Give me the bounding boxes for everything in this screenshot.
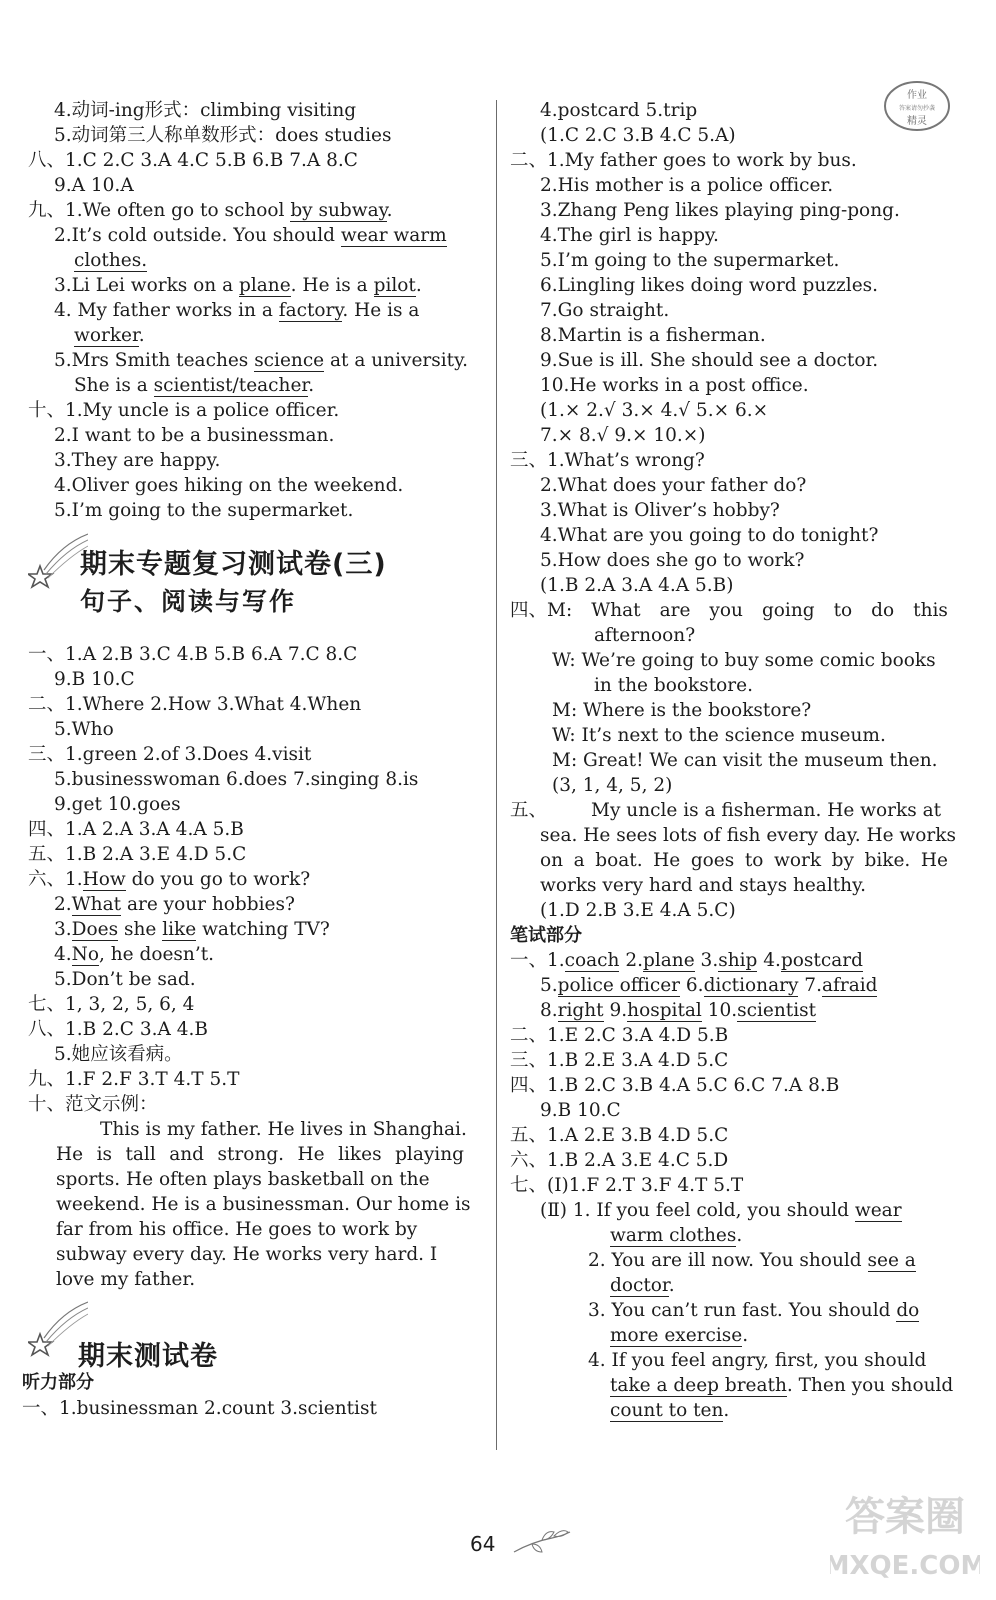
leaf-ornament-icon bbox=[512, 1528, 572, 1558]
answer-line: 5.Who bbox=[54, 719, 114, 740]
text: 9. bbox=[603, 1000, 628, 1021]
underlined-answer: science bbox=[254, 350, 325, 371]
answer-line bbox=[54, 942, 214, 967]
underlined-answer: right bbox=[557, 1000, 604, 1021]
text: 六、1. bbox=[28, 869, 83, 890]
answer-line: 9.B 10.C bbox=[540, 1100, 621, 1121]
underlined-answer: wear warm bbox=[340, 225, 447, 246]
word: strong. bbox=[217, 1144, 285, 1165]
answer-line: 9.get 10.goes bbox=[54, 794, 181, 815]
word: likes bbox=[338, 1144, 382, 1165]
text: . Then you should bbox=[786, 1375, 954, 1396]
text: 3. bbox=[694, 950, 719, 971]
underlined-answer: worker bbox=[74, 325, 139, 346]
underlined-answer: afraid bbox=[821, 975, 878, 996]
text: watching TV? bbox=[196, 919, 330, 940]
underlined-answer: like bbox=[162, 919, 197, 940]
passage-line: sea. He sees lots of fish every day. He works bbox=[540, 825, 956, 846]
answer-line: 4.动词-ing形式：climbing visiting bbox=[54, 100, 357, 121]
answer-line: 三、1.B 2.E 3.A 4.D 5.C bbox=[510, 1050, 729, 1071]
dialogue-line: M: Great! We can visit the museum then. bbox=[552, 750, 938, 771]
underlined-answer: plane bbox=[643, 950, 695, 971]
section-subtitle: 句子、阅读与写作 bbox=[80, 587, 297, 616]
answer-line: 4.postcard 5.trip bbox=[540, 100, 698, 121]
answer-line: 三、1.green 2.of 3.Does 4.visit bbox=[28, 744, 312, 765]
word: and bbox=[169, 1144, 205, 1165]
text: . bbox=[308, 375, 315, 396]
word: is bbox=[96, 1144, 112, 1165]
homework-stamp-logo bbox=[882, 78, 952, 134]
essay-line: subway every day. He works very hard. I bbox=[56, 1244, 438, 1265]
answer-line bbox=[540, 973, 877, 998]
underlined-answer: hospital bbox=[627, 1000, 702, 1021]
answer-line bbox=[510, 948, 863, 973]
underlined-answer: do bbox=[896, 1300, 920, 1321]
answer-line bbox=[54, 273, 422, 298]
answer-line: 五、1.B 2.A 3.E 4.D 5.C bbox=[28, 844, 247, 865]
word: playing bbox=[395, 1144, 464, 1165]
text: She is a bbox=[74, 375, 154, 396]
answer-line: 八、1.C 2.C 3.A 4.C 5.B 6.B 7.A 8.C bbox=[28, 150, 358, 171]
answer-line: 二、1.E 2.C 3.A 4.D 5.B bbox=[510, 1025, 729, 1046]
answer-line: 六、1.B 2.A 3.E 4.C 5.D bbox=[510, 1150, 729, 1171]
word: going bbox=[761, 600, 815, 621]
underlined-answer: Does bbox=[71, 919, 119, 940]
underlined-answer: doctor bbox=[610, 1275, 669, 1296]
word: this bbox=[913, 600, 948, 621]
word: boat. bbox=[595, 850, 643, 871]
svg-text:答案请勿抄袭: 答案请勿抄袭 bbox=[898, 105, 936, 112]
text: . bbox=[138, 325, 145, 346]
text: 五、 bbox=[510, 800, 548, 821]
svg-text:作业: 作业 bbox=[907, 90, 927, 101]
answer-line bbox=[588, 1298, 919, 1323]
answer-line bbox=[610, 1373, 953, 1398]
text: . He is a bbox=[342, 300, 420, 321]
text: 7. bbox=[798, 975, 822, 996]
essay-line: weekend. He is a businessman. Our home is bbox=[56, 1194, 471, 1215]
section-header bbox=[28, 530, 480, 624]
answer-line: 10.He works in a post office. bbox=[540, 375, 809, 396]
answer-line: 2.I want to be a businessman. bbox=[54, 425, 335, 446]
svg-text:答案圈: 答案圈 bbox=[845, 1494, 965, 1540]
word: goes bbox=[690, 850, 735, 871]
svg-text:MXQE.COM: MXQE.COM bbox=[830, 1551, 980, 1581]
answer-line bbox=[74, 248, 147, 273]
answer-line: 5.I’m going to the supermarket. bbox=[540, 250, 840, 271]
answer-line bbox=[610, 1398, 729, 1423]
answer-line: 一、1.businessman 2.count 3.scientist bbox=[22, 1398, 377, 1419]
dialogue-line: in the bookstore. bbox=[594, 675, 753, 696]
answer-line bbox=[54, 223, 447, 248]
answer-line bbox=[54, 917, 330, 942]
underlined-answer: see a bbox=[867, 1250, 916, 1271]
answer-line bbox=[54, 892, 295, 917]
answer-line: 十、1.My uncle is a police officer. bbox=[28, 400, 340, 421]
answer-line bbox=[28, 198, 393, 223]
answer-line bbox=[54, 348, 468, 373]
underlined-answer: factory bbox=[278, 300, 343, 321]
text: 8. bbox=[540, 1000, 558, 1021]
answer-line: 七、1, 3, 2, 5, 6, 4 bbox=[28, 994, 195, 1015]
answer-line: 3.They are happy. bbox=[54, 450, 221, 471]
answer-line: (1.× 2.√ 3.× 4.√ 5.× 6.× bbox=[540, 400, 769, 421]
answer-line bbox=[74, 373, 314, 398]
text: 3.Li Lei works on a bbox=[54, 275, 240, 296]
answer-line: 八、1.B 2.C 3.A 4.B bbox=[28, 1019, 208, 1040]
underlined-answer: coach bbox=[564, 950, 620, 971]
answer-line: 4. If you feel angry, first, you should bbox=[588, 1350, 927, 1371]
underlined-answer: warm clothes bbox=[610, 1225, 737, 1246]
text: . bbox=[386, 200, 393, 221]
underlined-answer: scientist/teacher bbox=[153, 375, 309, 396]
section-header bbox=[28, 1298, 480, 1372]
underlined-answer: count to ten bbox=[610, 1400, 724, 1421]
underlined-answer: What bbox=[71, 894, 122, 915]
dialogue-line: W: We’re going to buy some comic books bbox=[552, 650, 936, 671]
dialogue-line: (3, 1, 4, 5, 2) bbox=[552, 775, 673, 796]
text: 5.Mrs Smith teaches bbox=[54, 350, 255, 371]
answer-line bbox=[540, 1198, 902, 1223]
text: 4. My father works in a bbox=[54, 300, 279, 321]
dialogue-line: afternoon? bbox=[594, 625, 696, 646]
text: 2. bbox=[619, 950, 644, 971]
text: 2. You are ill now. You should bbox=[588, 1250, 868, 1271]
shooting-star-icon bbox=[28, 530, 88, 590]
answer-line: 三、1.What’s wrong? bbox=[510, 450, 705, 471]
answer-line: 8.Martin is a fisherman. bbox=[540, 325, 766, 346]
underlined-answer: How bbox=[82, 869, 126, 890]
essay-line: love my father. bbox=[56, 1269, 196, 1290]
dialogue-line: W: It’s next to the science museum. bbox=[552, 725, 886, 746]
text: 6. bbox=[680, 975, 704, 996]
text: My uncle is a fisherman. He works at bbox=[591, 800, 942, 821]
answer-line: 七、(Ⅰ)1.F 2.T 3.F 4.T 5.T bbox=[510, 1175, 744, 1196]
underlined-answer: take a deep breath bbox=[610, 1375, 787, 1396]
word: are bbox=[659, 600, 691, 621]
word: He bbox=[920, 850, 948, 871]
answer-line: (1.B 2.A 3.A 4.A 5.B) bbox=[540, 575, 734, 596]
section-title: 期末测试卷 bbox=[78, 1341, 218, 1372]
answer-line: 九、1.F 2.F 3.T 4.T 5.T bbox=[28, 1069, 240, 1090]
answer-line: 7.× 8.√ 9.× 10.×) bbox=[540, 425, 706, 446]
underlined-answer: No bbox=[71, 944, 99, 965]
word: tall bbox=[125, 1144, 156, 1165]
answer-line: 5.Don’t be sad. bbox=[54, 969, 196, 990]
answer-line: (1.D 2.B 3.E 4.A 5.C) bbox=[540, 900, 736, 921]
answer-line: 3.Zhang Peng likes playing ping-pong. bbox=[540, 200, 900, 221]
word: work bbox=[774, 850, 822, 871]
essay-line bbox=[56, 1142, 464, 1167]
watermark-logo bbox=[830, 1478, 980, 1588]
answer-line: 7.Go straight. bbox=[540, 300, 670, 321]
text: 5. bbox=[540, 975, 558, 996]
section-title: 期末专题复习测试卷(三) bbox=[80, 549, 387, 580]
essay-line: This is my father. He lives in Shanghai. bbox=[100, 1119, 467, 1140]
answer-line: 4.What are you going to do tonight? bbox=[540, 525, 879, 546]
answer-line: 6.Lingling likes doing word puzzles. bbox=[540, 275, 879, 296]
essay-line: sports. He often plays basketball on the bbox=[56, 1169, 430, 1190]
page-number: 64 bbox=[470, 1532, 496, 1556]
text: 一、1. bbox=[510, 950, 565, 971]
answer-line bbox=[610, 1223, 742, 1248]
text: do you go to work? bbox=[125, 869, 311, 890]
answer-line bbox=[540, 998, 816, 1023]
text: 4. bbox=[757, 950, 781, 971]
dialogue-line: M: Where is the bookstore? bbox=[552, 700, 812, 721]
answer-line: 4.The girl is happy. bbox=[540, 225, 719, 246]
answer-line: 5.I’m going to the supermarket. bbox=[54, 500, 354, 521]
underlined-answer: by subway bbox=[290, 200, 387, 221]
answer-line bbox=[588, 1248, 916, 1273]
word: bike. bbox=[864, 850, 911, 871]
text: . bbox=[742, 1325, 749, 1346]
underlined-answer: ship bbox=[718, 950, 758, 971]
answer-line bbox=[54, 298, 419, 323]
text: 3. You can’t run fast. You should bbox=[588, 1300, 897, 1321]
answer-line: 5.businesswoman 6.does 7.singing 8.is bbox=[54, 769, 419, 790]
text: she bbox=[118, 919, 163, 940]
column-divider bbox=[496, 100, 497, 1450]
text: . bbox=[668, 1275, 675, 1296]
answer-line: 5.How does she go to work? bbox=[540, 550, 805, 571]
underlined-answer: wear bbox=[854, 1200, 902, 1221]
text: are your hobbies? bbox=[121, 894, 295, 915]
text: . He is a bbox=[290, 275, 374, 296]
text: (Ⅱ) 1. If you feel cold, you should bbox=[540, 1200, 855, 1221]
part-label: 笔试部分 bbox=[510, 925, 582, 946]
underlined-answer: more exercise bbox=[610, 1325, 743, 1346]
underlined-answer: police officer bbox=[557, 975, 681, 996]
answer-line: 二、1.Where 2.How 3.What 4.When bbox=[28, 694, 362, 715]
answer-line: 2.What does your father do? bbox=[540, 475, 807, 496]
answer-line: 二、1.My father goes to work by bus. bbox=[510, 150, 857, 171]
text: 10. bbox=[701, 1000, 738, 1021]
answer-line: 2.His mother is a police officer. bbox=[540, 175, 834, 196]
underlined-answer: postcard bbox=[780, 950, 863, 971]
answer-line: 9.Sue is ill. She should see a doctor. bbox=[540, 350, 879, 371]
underlined-answer: dictionary bbox=[703, 975, 799, 996]
word: to bbox=[744, 850, 764, 871]
word: on bbox=[540, 850, 564, 871]
answer-line: 9.A 10.A bbox=[54, 175, 134, 196]
answer-line: 9.B 10.C bbox=[54, 669, 135, 690]
word: What bbox=[591, 600, 641, 621]
word: by bbox=[831, 850, 854, 871]
word: a bbox=[573, 850, 585, 871]
word: He bbox=[653, 850, 681, 871]
text: 4. bbox=[54, 944, 72, 965]
text: , he doesn’t. bbox=[98, 944, 215, 965]
text: 2. bbox=[54, 894, 72, 915]
answer-line: 5.她应该看病。 bbox=[54, 1044, 183, 1065]
essay-line: far from his office. He goes to work by bbox=[56, 1219, 418, 1240]
part-label: 听力部分 bbox=[22, 1372, 94, 1393]
text: 九、1.We often go to school bbox=[28, 200, 291, 221]
text: 2.It’s cold outside. You should bbox=[54, 225, 341, 246]
answer-line: 5.动词第三人称单数形式：does studies bbox=[54, 125, 392, 146]
text: at a university. bbox=[324, 350, 468, 371]
answer-line: 十、范文示例： bbox=[28, 1094, 158, 1115]
underlined-answer: scientist bbox=[737, 1000, 817, 1021]
answer-line bbox=[74, 323, 145, 348]
passage-line bbox=[540, 848, 948, 873]
answer-line: 四、1.B 2.C 3.B 4.A 5.C 6.C 7.A 8.B bbox=[510, 1075, 840, 1096]
dialogue-line bbox=[510, 598, 948, 623]
text: . bbox=[723, 1400, 730, 1421]
svg-text:精灵: 精灵 bbox=[907, 116, 927, 127]
word: you bbox=[709, 600, 743, 621]
answer-line: 3.What is Oliver’s hobby? bbox=[540, 500, 780, 521]
answer-line bbox=[610, 1273, 675, 1298]
text: 3. bbox=[54, 919, 72, 940]
answer-line bbox=[610, 1323, 748, 1348]
word: do bbox=[871, 600, 895, 621]
underlined-answer: plane bbox=[239, 275, 291, 296]
passage-line bbox=[510, 798, 941, 823]
underlined-answer: pilot bbox=[373, 275, 416, 296]
passage-line: works very hard and stays healthy. bbox=[540, 875, 866, 896]
answer-line bbox=[28, 867, 310, 892]
word: He bbox=[297, 1144, 325, 1165]
answer-line: 4.Oliver goes hiking on the weekend. bbox=[54, 475, 404, 496]
answer-line: 一、1.A 2.B 3.C 4.B 5.B 6.A 7.C 8.C bbox=[28, 644, 358, 665]
word: 四、M: bbox=[510, 600, 573, 621]
underlined-answer: clothes. bbox=[74, 250, 148, 271]
word: to bbox=[833, 600, 853, 621]
answer-line: 五、1.A 2.E 3.B 4.D 5.C bbox=[510, 1125, 729, 1146]
text: . bbox=[415, 275, 422, 296]
answer-line: 四、1.A 2.A 3.A 4.A 5.B bbox=[28, 819, 244, 840]
answer-line: (1.C 2.C 3.B 4.C 5.A) bbox=[540, 125, 736, 146]
word: He bbox=[56, 1144, 84, 1165]
text: . bbox=[736, 1225, 743, 1246]
